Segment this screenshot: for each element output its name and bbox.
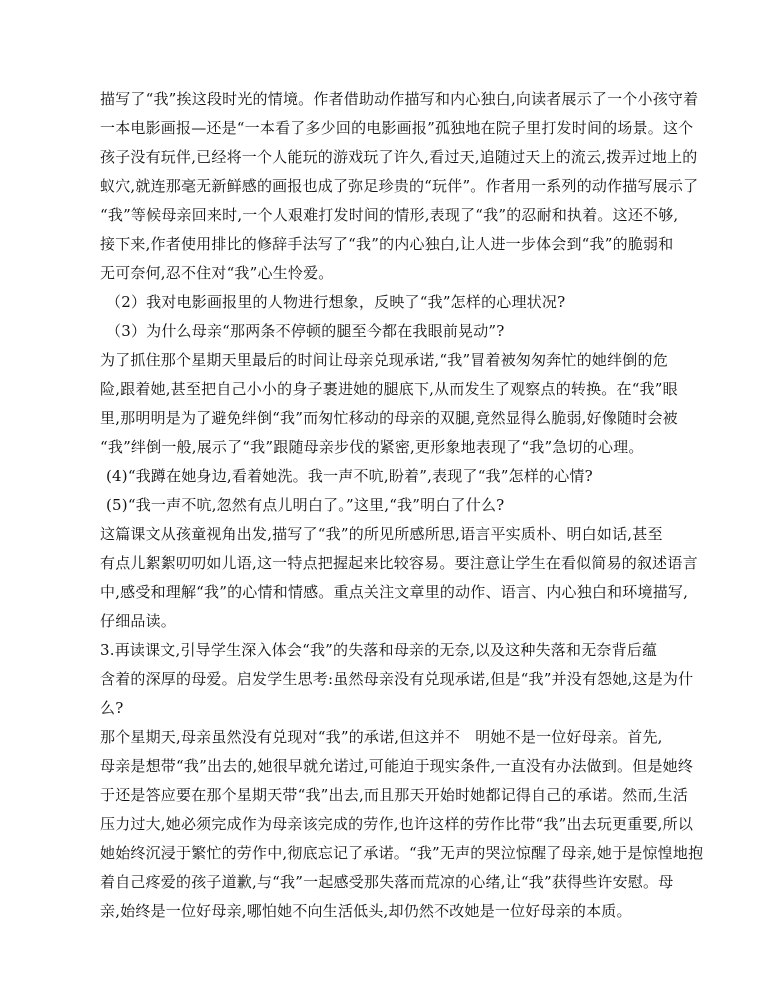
question-line: (5)“我一声不吭,忽然有点儿明白了。”这里,“我”明白了什么? [106, 496, 505, 514]
paragraph-line: 里,那明明是为了避免绊倒“我”而匆忙移动的母亲的双腿,竟然显得么脆弱,好像随时会被 [100, 409, 678, 427]
paragraph-line: 她始终沉浸于繁忙的劳作中,彻底忘记了承诺。“我”无声的哭泣惊醒了母亲,她于是惊惶地抱 [100, 844, 704, 862]
paragraph-line: 中,感受和理解“我”的心情和情感。重点关注文章里的动作、语言、内心独白和环境描写, [100, 583, 689, 601]
paragraph-line: 这篇课文从孩童视角出发,描写了“我”的所见所感所思,语言平实质朴、明白如话,甚至 [100, 525, 663, 543]
question-line: (4)“我蹲在她身边,看着她洗。我一声不吭,盼着”,表现了“我”怎样的心情? [106, 467, 593, 485]
question-line: （2）我对电影画报里的人物进行想象，反映了“我”怎样的心理状况? [106, 293, 566, 311]
paragraph-line: 亲,始终是一位好母亲,哪怕她不向生活低头,却仍然不改她是一位好母亲的本质。 [100, 902, 632, 920]
paragraph-line: 蚁穴,就连那毫无新鲜感的画报也成了弥足珍贵的“玩伴”。作者用一系列的动作描写展示了 [100, 177, 699, 195]
paragraph-line: 接下来,作者使用排比的修辞手法写了“我”的内心独白,让人进一步体会到“我”的脆弱和 [100, 235, 674, 253]
paragraph-line: “我”绊倒一般,展示了“我”跟随母亲步伐的紧密,更形象地表现了“我”急切的心理。 [100, 438, 644, 456]
paragraph-line: 着自己疼爱的孩子道歉,与“我”一起感受那失落而荒凉的心绪,让“我”获得些许安慰。母 [100, 873, 674, 891]
paragraph-line: 么? [100, 699, 124, 717]
paragraph-line: 压力过大,她必须完成作为母亲该完成的劳作,也许这样的劳作比带“我”出去玩更重要,所以 [100, 815, 694, 833]
paragraph-line: 那个星期天,母亲虽然没有兑现对“我”的承诺,但这并不 明她不是一位好母亲。首先, [100, 728, 663, 746]
paragraph-line: 仔细品读。 [100, 612, 177, 630]
paragraph-line: 无可奈何,忍不住对“我”心生怜爱。 [100, 264, 334, 282]
paragraph-line: 一本电影画报—还是“一本看了多少回的电影画报”孤独地在院子里打发时间的场景。这个 [100, 119, 694, 137]
paragraph-line: 3.再读课文,引导学生深入体会“我”的失落和母亲的无奈,以及这种失落和无奈背后蕴 [100, 641, 658, 659]
paragraph-line: 孩子没有玩伴,已经将一个人能玩的游戏玩了许久,看过天,追随过天上的流云,拨弄过地上的 [100, 148, 698, 166]
paragraph-line: 母亲是想带“我”出去的,她很早就允诺过,可能迫于现实条件,一直没有办法做到。但是她终 [100, 757, 694, 775]
paragraph-line: 描写了“我”挨这段时光的情境。作者借助动作描写和内心独白,向读者展示了一个小孩守着 [100, 90, 699, 108]
paragraph-line: 有点儿絮絮叨叨如儿语,这一特点把握起来比较容易。要注意让学生在看似简易的叙述语言 [100, 554, 698, 572]
paragraph-line: 险,跟着她,甚至把自己小小的身子裹进她的腿底下,从而发生了观察点的转换。在“我”眼 [100, 380, 678, 398]
paragraph-line: 于还是答应要在那个星期天带“我”出去,而且那天开始时她都记得自己的承诺。然而,生活 [100, 786, 689, 804]
question-line: （3）为什么母亲“那两条不停顿的腿至今都在我眼前晃动”? [106, 322, 505, 340]
paragraph-line: 为了抓住那个星期天里最后的时间让母亲兑现承诺,“我”冒着被匆匆奔忙的她绊倒的危 [100, 351, 668, 369]
paragraph-line: “我”等候母亲回来时,一个人艰难打发时间的情形,表现了“我”的忍耐和执着。这还不够, [100, 206, 679, 224]
paragraph-line: 含着的深厚的母爱。启发学生思考:虽然母亲没有兑现承诺,但是“我”并没有怨她,这是为什 [100, 670, 694, 688]
